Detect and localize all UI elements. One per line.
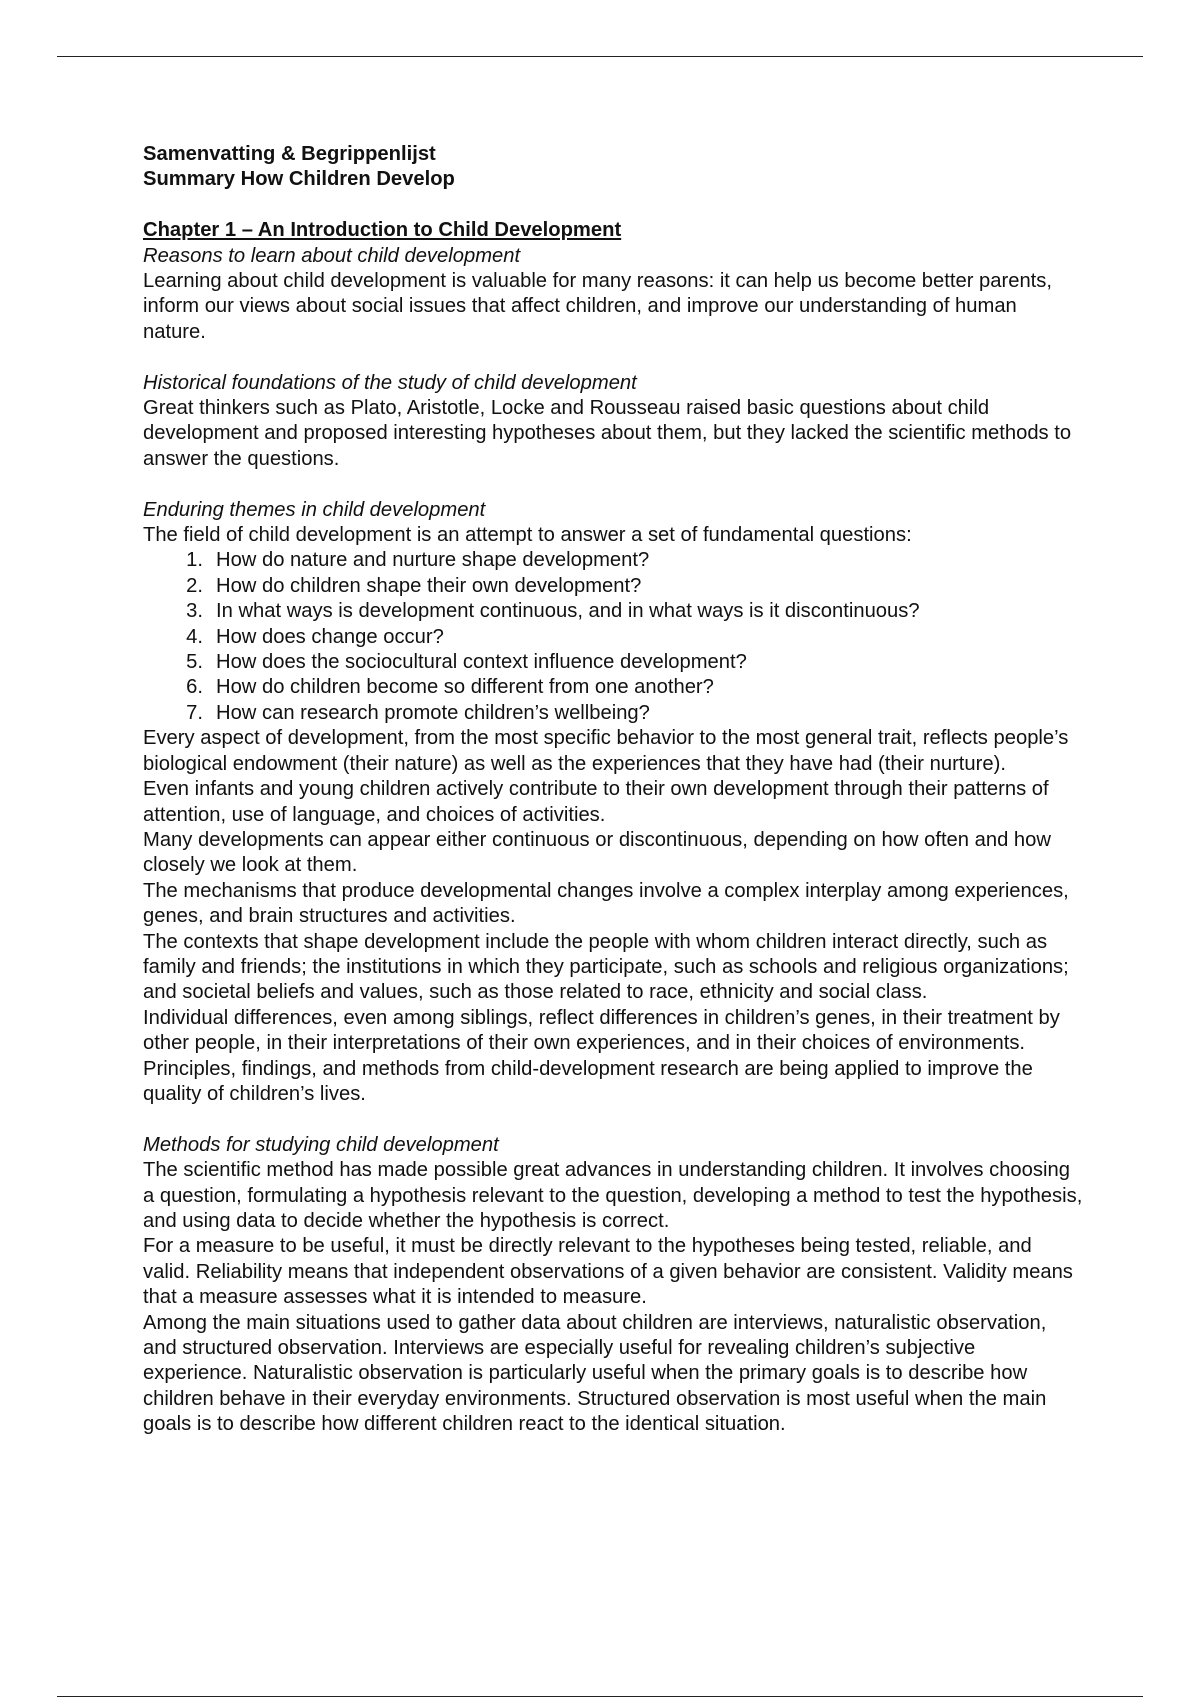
paragraph-methods-situations: Among the main situations used to gather data about children are interviews, naturalistic observation, and structured observation. Interviews are especially useful for revealing children’s subjective experience. Naturalistic observation is particularly useful when the primary goals is to describe how children behave in their everyday environments. Structured observation is most useful when the main goals is to describe how different children react to the identical situation. bbox=[143, 1311, 1047, 1436]
list-item: How do nature and nurture shape development? bbox=[216, 549, 650, 572]
list-item: How do children shape their own development? bbox=[216, 574, 642, 597]
spacer bbox=[143, 472, 1083, 497]
paragraph-themes-contexts: The contexts that shape development include the people with whom children interact directly, such as family and friends; the institutions in which they participate, such as schools and religious organizations; and societal beliefs and values, such as those related to race, ethnicity and social class. bbox=[143, 930, 1069, 1004]
paragraph-themes-nature-nurture: Every aspect of development, from the most specific behavior to the most general trait, reflects people’s biological endowment (their nature) as well as the experiences that they have had (their nurture). bbox=[143, 727, 1069, 775]
spacer bbox=[143, 193, 1083, 218]
chapter-title: Chapter 1 – An Introduction to Child Development bbox=[143, 219, 622, 242]
themes-question-list bbox=[143, 548, 1083, 726]
list-item: How do children become so different from one another? bbox=[216, 676, 714, 699]
paragraph-themes-continuity: Many developments can appear either continuous or discontinuous, depending on how often and how closely we look at them. bbox=[143, 828, 1051, 877]
paragraph-themes-active-child: Even infants and young children actively contribute to their own development through their patterns of attention, use of language, and choices of activities. bbox=[143, 778, 1049, 826]
paragraph-themes-intro: The field of child development is an attempt to answer a set of fundamental questions: bbox=[143, 524, 912, 547]
section-heading-methods: Methods for studying child development bbox=[143, 1133, 499, 1156]
paragraph-historical: Great thinkers such as Plato, Aristotle, Locke and Rousseau raised basic questions about child development and proposed interesting hypotheses about them, but they lacked the scientific methods to answer the questions. bbox=[143, 397, 1072, 470]
section-heading-historical: Historical foundations of the study of child development bbox=[143, 371, 637, 394]
spacer bbox=[143, 1107, 1083, 1132]
paragraph-methods-measures: For a measure to be useful, it must be directly relevant to the hypotheses being tested, reliable, and valid. Reliability means that independent observations of a given behavior are consistent. Validity means that a measure assesses what it is intended to measure. bbox=[143, 1235, 1073, 1309]
document-subtitle: Summary How Children Develop bbox=[143, 168, 455, 191]
list-item: In what ways is development continuous, and in what ways is it discontinuous? bbox=[216, 600, 920, 623]
bottom-rule bbox=[57, 1696, 1143, 1697]
paragraph-reasons: Learning about child development is valuable for many reasons: it can help us become better parents, inform our views about social issues that affect children, and improve our understanding of human nature. bbox=[143, 270, 1052, 343]
list-item: How can research promote children’s wellbeing? bbox=[216, 701, 650, 724]
paragraph-themes-mechanisms: The mechanisms that produce developmental changes involve a complex interplay among experiences, genes, and brain structures and activities. bbox=[143, 879, 1069, 928]
paragraph-methods-scientific: The scientific method has made possible great advances in understanding children. It involves choosing a question, formulating a hypothesis relevant to the question, developing a method to test the hypothesis, and using data to decide whether the hypothesis is correct. bbox=[143, 1159, 1083, 1232]
top-rule bbox=[57, 56, 1143, 57]
document-title: Samenvatting & Begrippenlijst bbox=[143, 143, 436, 165]
section-heading-reasons: Reasons to learn about child development bbox=[143, 244, 521, 267]
paragraph-themes-individual-differences: Individual differences, even among siblings, reflect differences in children’s genes, in their treatment by other people, in their interpretations of their own experiences, and in their choices of environments. bbox=[143, 1006, 1060, 1055]
section-heading-themes: Enduring themes in child development bbox=[143, 498, 486, 521]
paragraph-themes-research-applied: Principles, findings, and methods from child-development research are being applied to improve the quality of children’s lives. bbox=[143, 1057, 1033, 1105]
list-item: How does change occur? bbox=[216, 625, 444, 648]
list-item: How does the sociocultural context influence development? bbox=[216, 651, 747, 674]
document-body bbox=[143, 142, 1083, 1438]
spacer bbox=[143, 345, 1083, 370]
